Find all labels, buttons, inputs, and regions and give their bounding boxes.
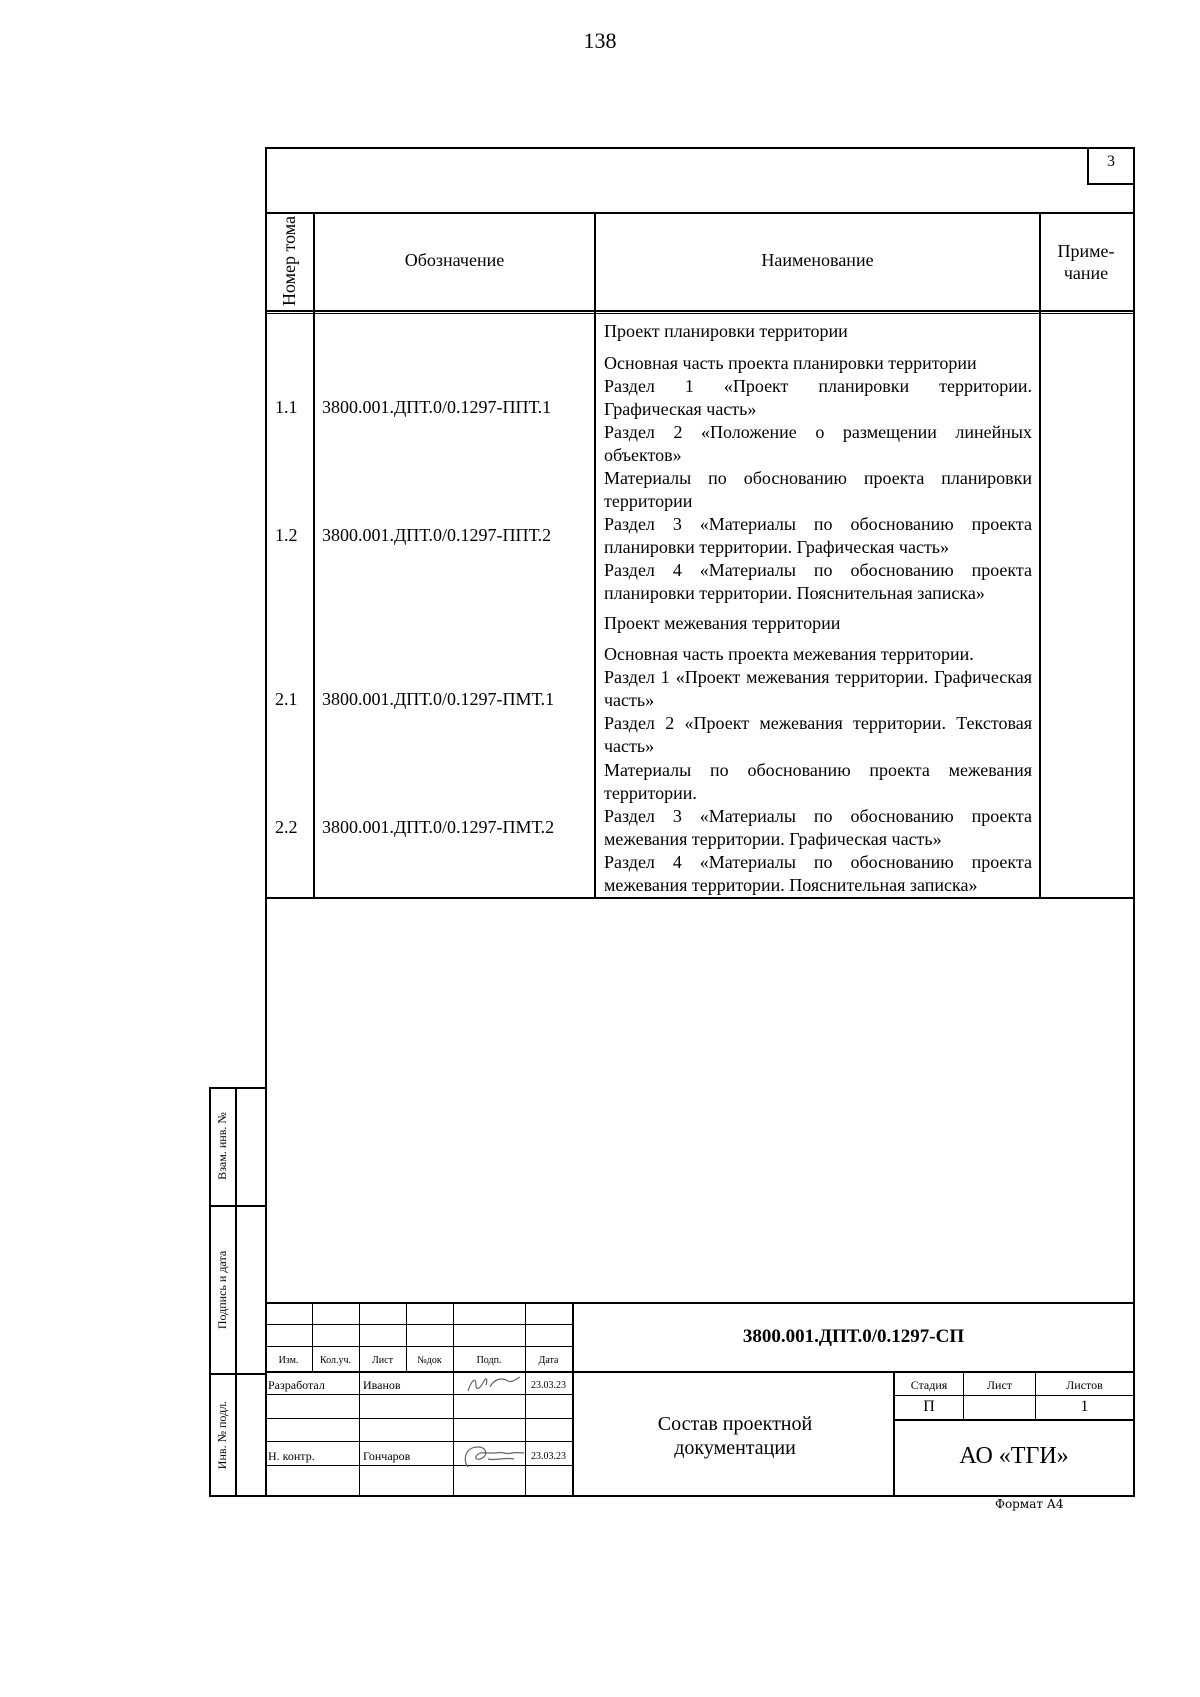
stage-label: Стадия: [910, 1378, 948, 1392]
stage-value: П: [923, 1398, 935, 1415]
volume-number: 1.2: [275, 525, 298, 545]
designation: 3800.001.ДПТ.0/0.1297-ППТ.1: [322, 397, 552, 417]
sheet-label: Лист: [986, 1378, 1013, 1392]
column-header-change: Изм.: [278, 1355, 299, 1366]
developed-label: Разработал: [268, 1378, 325, 1392]
document-title: Состав проектной документации: [657, 1413, 813, 1459]
norm-control-date: 23.03.23: [531, 1451, 566, 1462]
volume-number: 2.1: [275, 689, 298, 709]
organization-name: АО «ТГИ»: [959, 1443, 1069, 1469]
format-label: Формат А4: [995, 1497, 1064, 1511]
header-note: Приме-чание: [1057, 241, 1115, 283]
description-line: Раздел 4 «Материалы по обоснованию проекта планировки территории. Пояснительная записка»: [604, 560, 1032, 603]
page-number: 138: [583, 28, 617, 53]
developed-date: 23.03.23: [531, 1380, 566, 1391]
row-description: [604, 759, 1032, 897]
replacement-inventory-label: Взам. инв. №: [215, 1112, 229, 1180]
row-description: [604, 643, 1032, 758]
developed-name: Иванов: [363, 1378, 401, 1392]
column-header-count: Кол.уч.: [319, 1355, 352, 1366]
column-header-doc-number: №док: [417, 1355, 442, 1366]
header-designation: Обозначение: [404, 250, 505, 270]
description-line: Раздел 3 «Материалы по обоснованию проекта межевания территории. Графическая часть»: [604, 806, 1032, 849]
norm-control-name: Гончаров: [363, 1449, 411, 1463]
row-description: [604, 352, 1032, 467]
description-line: Раздел 2 «Проект межевания территории. Текстовая часть»: [604, 713, 1032, 756]
description-line: Материалы по обоснованию проекта межевания территории.: [604, 760, 1032, 803]
volume-number: 1.1: [275, 397, 298, 417]
designation: 3800.001.ДПТ.0/0.1297-ПМТ.2: [322, 817, 555, 837]
description-line: Раздел 1 «Проект межевания территории. Графическая часть»: [604, 667, 1032, 710]
sheets-label: Листов: [1066, 1378, 1103, 1392]
description-line: Раздел 4 «Материалы по обоснованию проекта межевания территории. Пояснительная записка»: [604, 852, 1032, 895]
section-heading: Проект планировки территории: [604, 321, 848, 341]
designation: 3800.001.ДПТ.0/0.1297-ПМТ.1: [322, 689, 555, 709]
column-header-signature: Подп.: [476, 1355, 502, 1366]
document-code: 3800.001.ДПТ.0/0.1297-СП: [742, 1326, 965, 1347]
column-header-sheet: Лист: [372, 1355, 393, 1366]
norm-control-label: Н. контр.: [268, 1449, 315, 1463]
signature-norm-control: [458, 1441, 526, 1471]
header-name: Наименование: [761, 250, 874, 270]
header-volume-number: Номер тома: [279, 215, 299, 307]
volume-number: 2.2: [275, 817, 298, 837]
description-line: Основная часть проекта планировки территории: [604, 353, 977, 373]
description-line: Раздел 1 «Проект планировки территории. Графическая часть»: [604, 376, 1032, 419]
sheet-number: 3: [1107, 153, 1115, 170]
original-inventory-label: Инв. № подл.: [215, 1400, 229, 1470]
description-line: Материалы по обоснованию проекта планировки территории: [604, 468, 1032, 511]
description-line: Раздел 2 «Положение о размещении линейных объектов»: [604, 422, 1032, 465]
description-line: Основная часть проекта межевания территории.: [604, 644, 974, 664]
sheet-number-box: [1087, 147, 1135, 185]
description-line: Раздел 3 «Материалы по обоснованию проекта планировки территории. Графическая часть»: [604, 514, 1032, 557]
sheets-value: 1: [1080, 1398, 1089, 1415]
section-heading: Проект межевания территории: [604, 613, 841, 633]
signature-developer: [462, 1373, 524, 1395]
designation: 3800.001.ДПТ.0/0.1297-ППТ.2: [322, 525, 552, 545]
row-description: [604, 467, 1032, 605]
column-header-date: Дата: [538, 1355, 559, 1366]
signature-date-label: Подпись и дата: [215, 1250, 229, 1330]
